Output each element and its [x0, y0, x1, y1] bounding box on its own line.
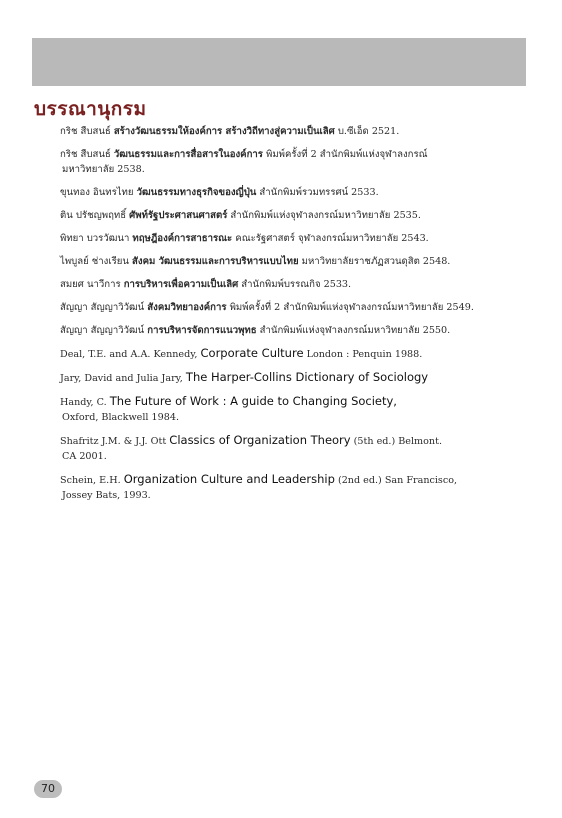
ref-title: The Future of Work : A guide to Changing Society,: [109, 394, 397, 408]
ref-author: Jary, David and Julia Jary,: [60, 373, 183, 384]
reference-item: [60, 394, 520, 425]
reference-item: [60, 433, 520, 464]
reference-item: [60, 124, 520, 139]
reference-item: [60, 208, 520, 223]
reference-item: [60, 231, 520, 246]
ref-author: กริช สืบสนธ์: [60, 126, 111, 137]
ref-title: วัฒนธรรมและการสื่อสารในองค์การ: [113, 149, 263, 160]
page-number-badge: 70: [34, 780, 62, 798]
ref-author: สมยศ นาวีการ: [60, 279, 121, 290]
ref-author: Schein, E.H.: [60, 475, 121, 486]
ref-continuation: Oxford, Blackwell 1984.: [62, 412, 179, 423]
ref-author: พิทยา บวรวัฒนา: [60, 233, 130, 244]
header-band: [32, 38, 526, 86]
ref-author: Deal, T.E. and A.A. Kennedy,: [60, 349, 198, 360]
ref-title: สังคม วัฒนธรรมและการบริหารแบบไทย: [132, 256, 299, 267]
ref-title: การบริหารจัดการแนวพุทธ: [147, 325, 257, 336]
ref-publisher: พิมพ์ครั้งที่ 2 สำนักพิมพ์แห่งจุฬาลงกรณ์: [266, 149, 428, 160]
ref-title: The Harper-Collins Dictionary of Sociology: [185, 370, 429, 384]
ref-publisher: สำนักพิมพ์แห่งจุฬาลงกรณ์มหาวิทยาลัย 2550.: [259, 325, 451, 336]
reference-list: [60, 124, 520, 511]
ref-publisher: คณะรัฐศาสตร์ จุฬาลงกรณ์มหาวิทยาลัย 2543.: [235, 233, 429, 244]
ref-title: Organization Culture and Leadership: [123, 472, 335, 486]
reference-item: [60, 147, 520, 177]
ref-author: ไพบูลย์ ช่างเรียน: [60, 256, 129, 267]
ref-title: Corporate Culture: [200, 346, 304, 360]
reference-item: [60, 346, 520, 362]
ref-continuation: มหาวิทยาลัย 2538.: [62, 164, 145, 175]
ref-title: สร้างวัฒนธรรมให้องค์การ สร้างวิถีทางสู่ความเป็นเลิศ: [113, 126, 335, 137]
ref-author: ติน ปรัชญพฤทธิ์: [60, 210, 127, 221]
ref-publisher: London : Penquin 1988.: [306, 349, 423, 360]
ref-author: Handy, C.: [60, 397, 107, 408]
ref-continuation: CA 2001.: [62, 451, 107, 462]
ref-title: ศัพท์รัฐประศาสนศาสตร์: [129, 210, 228, 221]
section-title: บรรณานุกรม: [34, 98, 147, 120]
ref-author: Shafritz J.M. & J.J. Ott: [60, 436, 167, 447]
reference-item: [60, 370, 520, 386]
ref-continuation: Jossey Bats, 1993.: [62, 490, 151, 501]
reference-item: [60, 277, 520, 292]
reference-item: [60, 472, 520, 503]
ref-title: Classics of Organization Theory: [169, 433, 351, 447]
ref-publisher: (5th ed.) Belmont.: [353, 436, 443, 447]
ref-title: วัฒนธรรมทางธุรกิจของญี่ปุ่น: [136, 187, 257, 198]
ref-publisher: สำนักพิมพ์บรรณกิจ 2533.: [241, 279, 352, 290]
ref-publisher: บ.ซีเอ็ด 2521.: [337, 126, 400, 137]
ref-publisher: พิมพ์ครั้งที่ 2 สำนักพิมพ์แห่งจุฬาลงกรณ์มหาวิทยาลัย 2549.: [229, 302, 474, 313]
ref-author: ขุนทอง อินทรไทย: [60, 187, 134, 198]
ref-publisher: สำนักพิมพ์รวมทรรศน์ 2533.: [259, 187, 379, 198]
ref-publisher: มหาวิทยาลัยราชภัฏสวนดุสิต 2548.: [301, 256, 451, 267]
ref-author: กริช สืบสนธ์: [60, 149, 111, 160]
reference-item: [60, 254, 520, 269]
reference-item: [60, 323, 520, 338]
ref-title: การบริหารเพื่อความเป็นเลิศ: [123, 279, 239, 290]
ref-publisher: (2nd ed.) San Francisco,: [337, 475, 458, 486]
reference-item: [60, 185, 520, 200]
ref-title: สังคมวิทยาองค์การ: [147, 302, 227, 313]
ref-title: ทฤษฎีองค์การสาธารณะ: [132, 233, 233, 244]
ref-publisher: สำนักพิมพ์แห่งจุฬาลงกรณ์มหาวิทยาลัย 2535.: [230, 210, 421, 221]
reference-item: [60, 300, 520, 315]
ref-author: สัญญา สัญญาวิวัฒน์: [60, 302, 145, 313]
ref-author: สัญญา สัญญาวิวัฒน์: [60, 325, 145, 336]
